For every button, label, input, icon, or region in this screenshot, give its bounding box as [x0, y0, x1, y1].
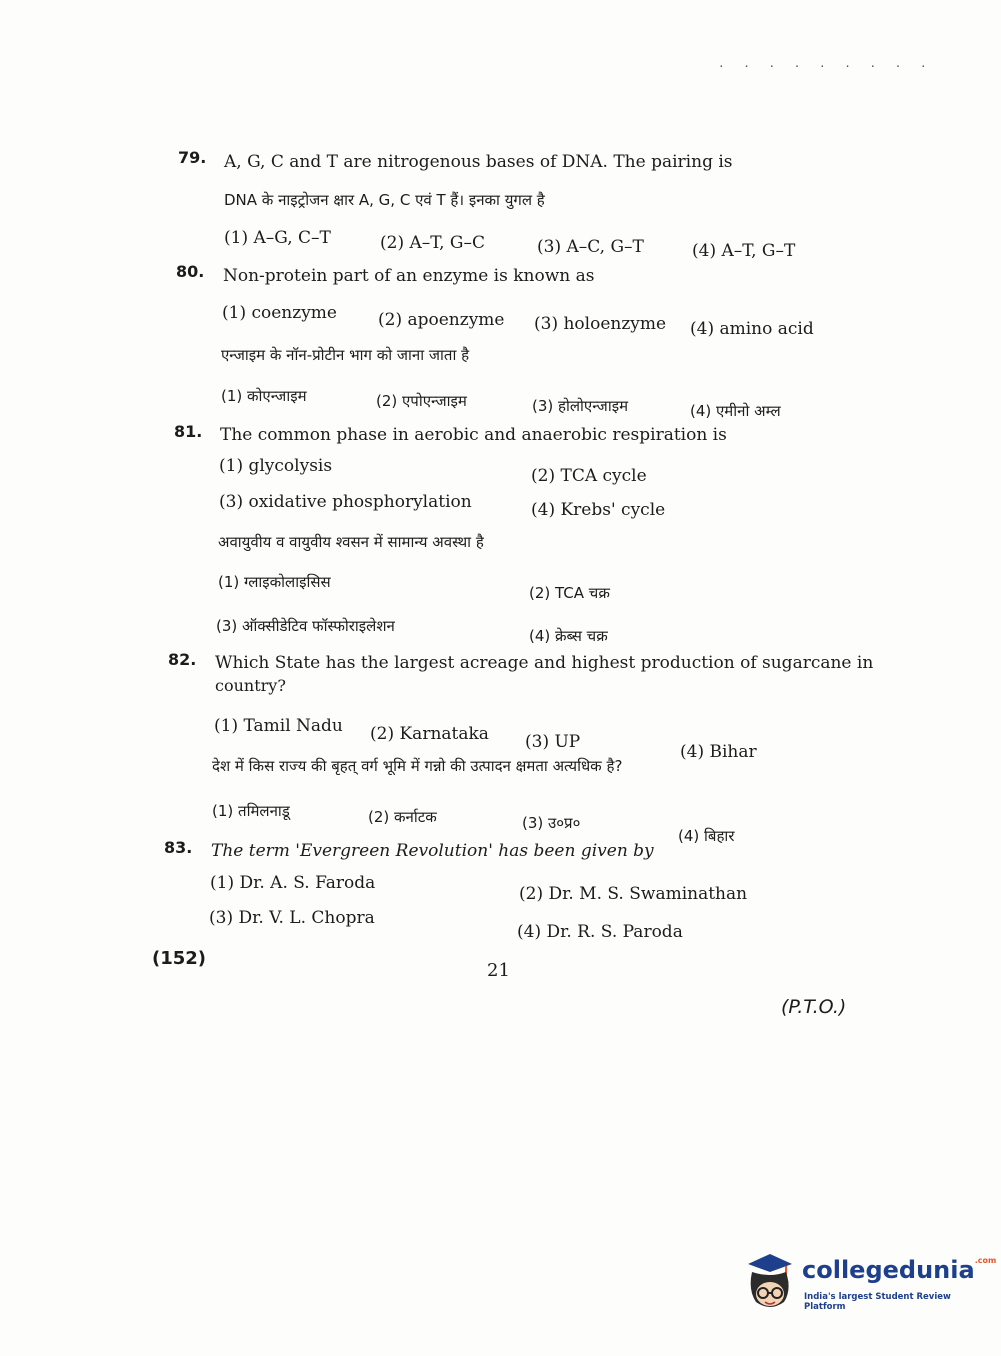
question-number: 79. [178, 148, 207, 167]
question-text-hi: अवायुवीय व वायुवीय श्वसन में सामान्य अवस्था है [218, 533, 484, 551]
option-1-hi: (1) कोएन्जाइम [221, 387, 307, 405]
option-2-hi: (2) एपोएन्जाइम [376, 392, 467, 410]
option-4: (4) A–T, G–T [692, 241, 796, 261]
option-3-en: (3) UP [525, 732, 581, 752]
question-number: 82. [168, 650, 197, 669]
question-text-hi: DNA के नाइट्रोजन क्षार A, G, C एवं T हैं। इनका युगल है [224, 191, 545, 209]
option-1-en: (1) Dr. A. S. Faroda [210, 873, 376, 893]
option-3-en: (3) holoenzyme [534, 314, 667, 334]
option-2-en: (2) Karnataka [370, 724, 489, 744]
option-1-hi: (1) ग्लाइकोलाइसिस [218, 573, 331, 591]
question-text-en: The common phase in aerobic and anaerobic respiration is [220, 425, 727, 445]
question-text-en-line1: Which State has the largest acreage and highest production of sugarcane in [215, 653, 874, 673]
option-1: (1) A–G, C–T [224, 228, 331, 248]
paper-code: (152) [152, 948, 207, 969]
collegedunia-logo [742, 1250, 997, 1315]
option-4-hi: (4) क्रेब्स चक्र [529, 627, 608, 645]
question-text-en: The term 'Evergreen Revolution' has been given by [211, 841, 654, 861]
question-text-en: Non-protein part of an enzyme is known as [223, 266, 595, 286]
option-2-hi: (2) TCA चक्र [529, 584, 610, 602]
logo-wordmark [802, 1256, 996, 1284]
option-2: (2) A–T, G–C [380, 233, 485, 253]
option-4-en: (4) Krebs' cycle [531, 500, 666, 520]
logo-tagline: India's largest Student Review Platform [804, 1292, 951, 1312]
option-3-en: (3) Dr. V. L. Chopra [209, 908, 375, 928]
option-2-en: (2) TCA cycle [531, 466, 647, 486]
option-1-en: (1) coenzyme [222, 303, 337, 323]
question-number: 80. [176, 262, 205, 281]
mascot-icon [742, 1250, 798, 1312]
option-3-hi: (3) उ०प्र० [522, 814, 581, 832]
page-number: 21 [487, 960, 510, 981]
option-4-en: (4) amino acid [690, 319, 814, 339]
option-1-en: (1) glycolysis [219, 456, 333, 476]
option-1-hi: (1) तमिलनाडू [212, 802, 290, 820]
option-1-en: (1) Tamil Nadu [214, 716, 343, 736]
question-text-en: A, G, C and T are nitrogenous bases of DNA. The pairing is [224, 152, 733, 172]
option-3-en: (3) oxidative phosphorylation [219, 492, 472, 512]
option-3: (3) A–C, G–T [537, 237, 644, 257]
scan-header-marks: · · · · · · · · · [718, 60, 933, 73]
logo-suffix: .com [974, 1256, 997, 1265]
pto-note: (P.T.O.) [781, 996, 847, 1018]
logo-name: collegedunia [802, 1256, 975, 1284]
option-4-hi: (4) बिहार [678, 827, 735, 845]
question-number: 83. [164, 838, 193, 857]
option-3-hi: (3) होलोएन्जाइम [532, 397, 629, 415]
question-text-hi: देश में किस राज्य की बृहत् वर्ग भूमि में गन्नो की उत्पादन क्षमता अत्यधिक है? [212, 757, 623, 775]
option-2-hi: (2) कर्नाटक [368, 808, 437, 826]
option-4-en: (4) Bihar [680, 742, 757, 762]
option-3-hi: (3) ऑक्सीडेटिव फॉस्फोराइलेशन [216, 617, 395, 635]
option-4-hi: (4) एमीनो अम्ल [690, 402, 781, 420]
question-text-hi: एन्जाइम के नॉन-प्रोटीन भाग को जाना जाता है [221, 346, 470, 364]
question-number: 81. [174, 422, 203, 441]
question-text-en-line2: country? [215, 676, 286, 695]
option-4-en: (4) Dr. R. S. Paroda [517, 922, 683, 942]
option-2-en: (2) Dr. M. S. Swaminathan [519, 884, 748, 904]
option-2-en: (2) apoenzyme [378, 310, 505, 330]
